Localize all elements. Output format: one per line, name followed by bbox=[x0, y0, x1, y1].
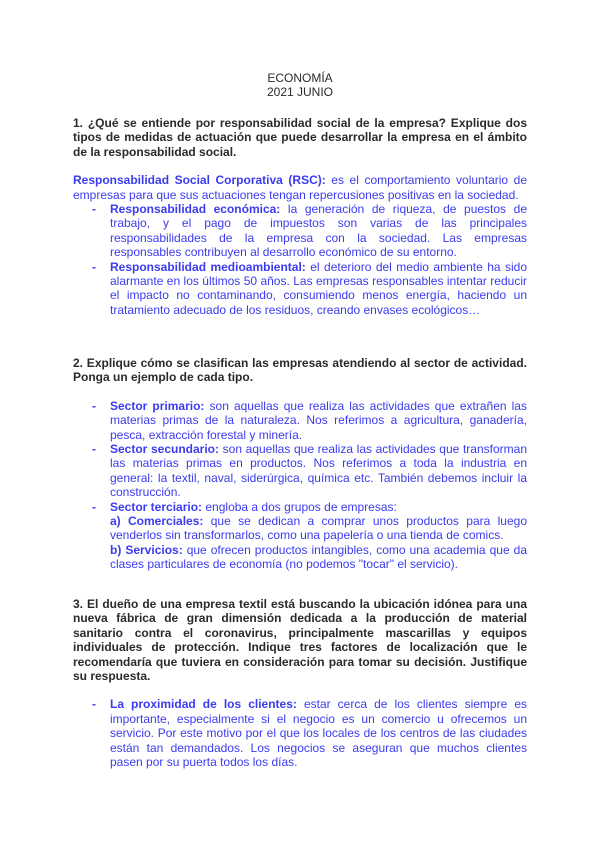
list-item bbox=[73, 399, 527, 442]
answer-3-list bbox=[73, 697, 527, 769]
question-3: 3. El dueño de una empresa textil está buscando la ubicación idónea para una nueva fábrica de gran dimensión dedicada a la producción de material sanitario contra el coronavirus, principalmente mascarillas y equipos individuales de protección. Indique tres factores de localización que le recomendaría que tuviera en consideración para tomar su decisión. Justifique su respuesta. bbox=[73, 597, 527, 684]
definition: la generación de riqueza, de puestos de trabajo, y el pago de impuestos son varias de las principales responsabilidades de la empresa con la sociedad. Las empresas responsables contribuyen al desarrollo económico de su entorno. bbox=[110, 202, 527, 260]
definition: engloba a dos grupos de empresas: bbox=[202, 499, 397, 514]
list-item bbox=[73, 500, 527, 572]
list-item bbox=[73, 260, 527, 318]
term: Sector primario: bbox=[110, 398, 205, 413]
question-2-section bbox=[73, 356, 527, 572]
term: Sector terciario: bbox=[110, 499, 203, 514]
definition: el deterioro del medio ambiente ha sido alarmante en los últimos 50 años. Las empresas responsables intentar reducir el impacto no contaminando, consumiendo menos energía, haciendo un tratamiento adecuado de los residuos, creando envases ecológicos… bbox=[110, 259, 527, 317]
definition: son aquellas que realiza las actividades que extrañen las materias primas de la naturaleza. Nos referimos a agricultura, ganadería, pesca, extracción forestal y minería. bbox=[110, 398, 527, 442]
term: Responsabilidad Social Corporativa (RSC): bbox=[73, 173, 326, 188]
answer-1-intro bbox=[73, 173, 527, 202]
list-item bbox=[73, 442, 527, 500]
question-2: 2. Explique cómo se clasifican las empresas atendiendo al sector de actividad. Ponga un ejemplo de cada tipo. bbox=[73, 356, 527, 385]
answer-2-list bbox=[73, 399, 527, 572]
definition: es el comportamiento voluntario de empresas para que sus actuaciones tengan repercusiones positivas en la sociedad. bbox=[73, 173, 527, 202]
document-subtitle: 2021 JUNIO bbox=[266, 85, 334, 100]
term: La proximidad de los clientes: bbox=[110, 697, 297, 712]
term: Sector secundario: bbox=[110, 442, 220, 457]
term: Responsabilidad económica: bbox=[110, 202, 281, 217]
term: b) Servicios: bbox=[110, 542, 183, 557]
term: a) Comerciales: bbox=[110, 514, 204, 529]
list-item bbox=[73, 697, 527, 769]
definition: son aquellas que realiza las actividades que transforman las materias primas en productos. Nos referimos a toda la industria en general: la textil, naval, siderúrgica, química etc. También debemos incluir la construcción. bbox=[110, 442, 528, 500]
question-3-section bbox=[73, 597, 527, 769]
sub-item-b bbox=[110, 543, 527, 572]
definition: que ofrecen productos intangibles, como una academia que da clases particulares de economía (no podemos "tocar" el servicio). bbox=[110, 542, 527, 572]
document-title: ECONOMÍA bbox=[267, 71, 333, 85]
definition: estar cerca de los clientes siempre es importante, especialmente si el negocio es un comercio u ofrecemos un servicio. Por este motivo por el que los locales de los centros de las ciudades están tan demandados. Los negocios se aseguran que muchos clientes pasen por su puerta todos los días. bbox=[110, 697, 527, 770]
term: Responsabilidad medioambiental: bbox=[110, 259, 306, 274]
definition: que se dedican a comprar unos productos para luego venderlos sin transformarlos, como una papelería o una tienda de comics. bbox=[110, 514, 527, 543]
question-1-section bbox=[73, 116, 527, 317]
document-header bbox=[73, 71, 527, 100]
question-1: 1. ¿Qué se entiende por responsabilidad social de la empresa? Explique dos tipos de medidas de actuación que puede desarrollar la empresa en el ámbito de la responsabilidad social. bbox=[73, 116, 527, 159]
answer-1-list bbox=[73, 202, 527, 317]
list-item bbox=[73, 202, 527, 260]
sub-item-a bbox=[110, 514, 527, 543]
